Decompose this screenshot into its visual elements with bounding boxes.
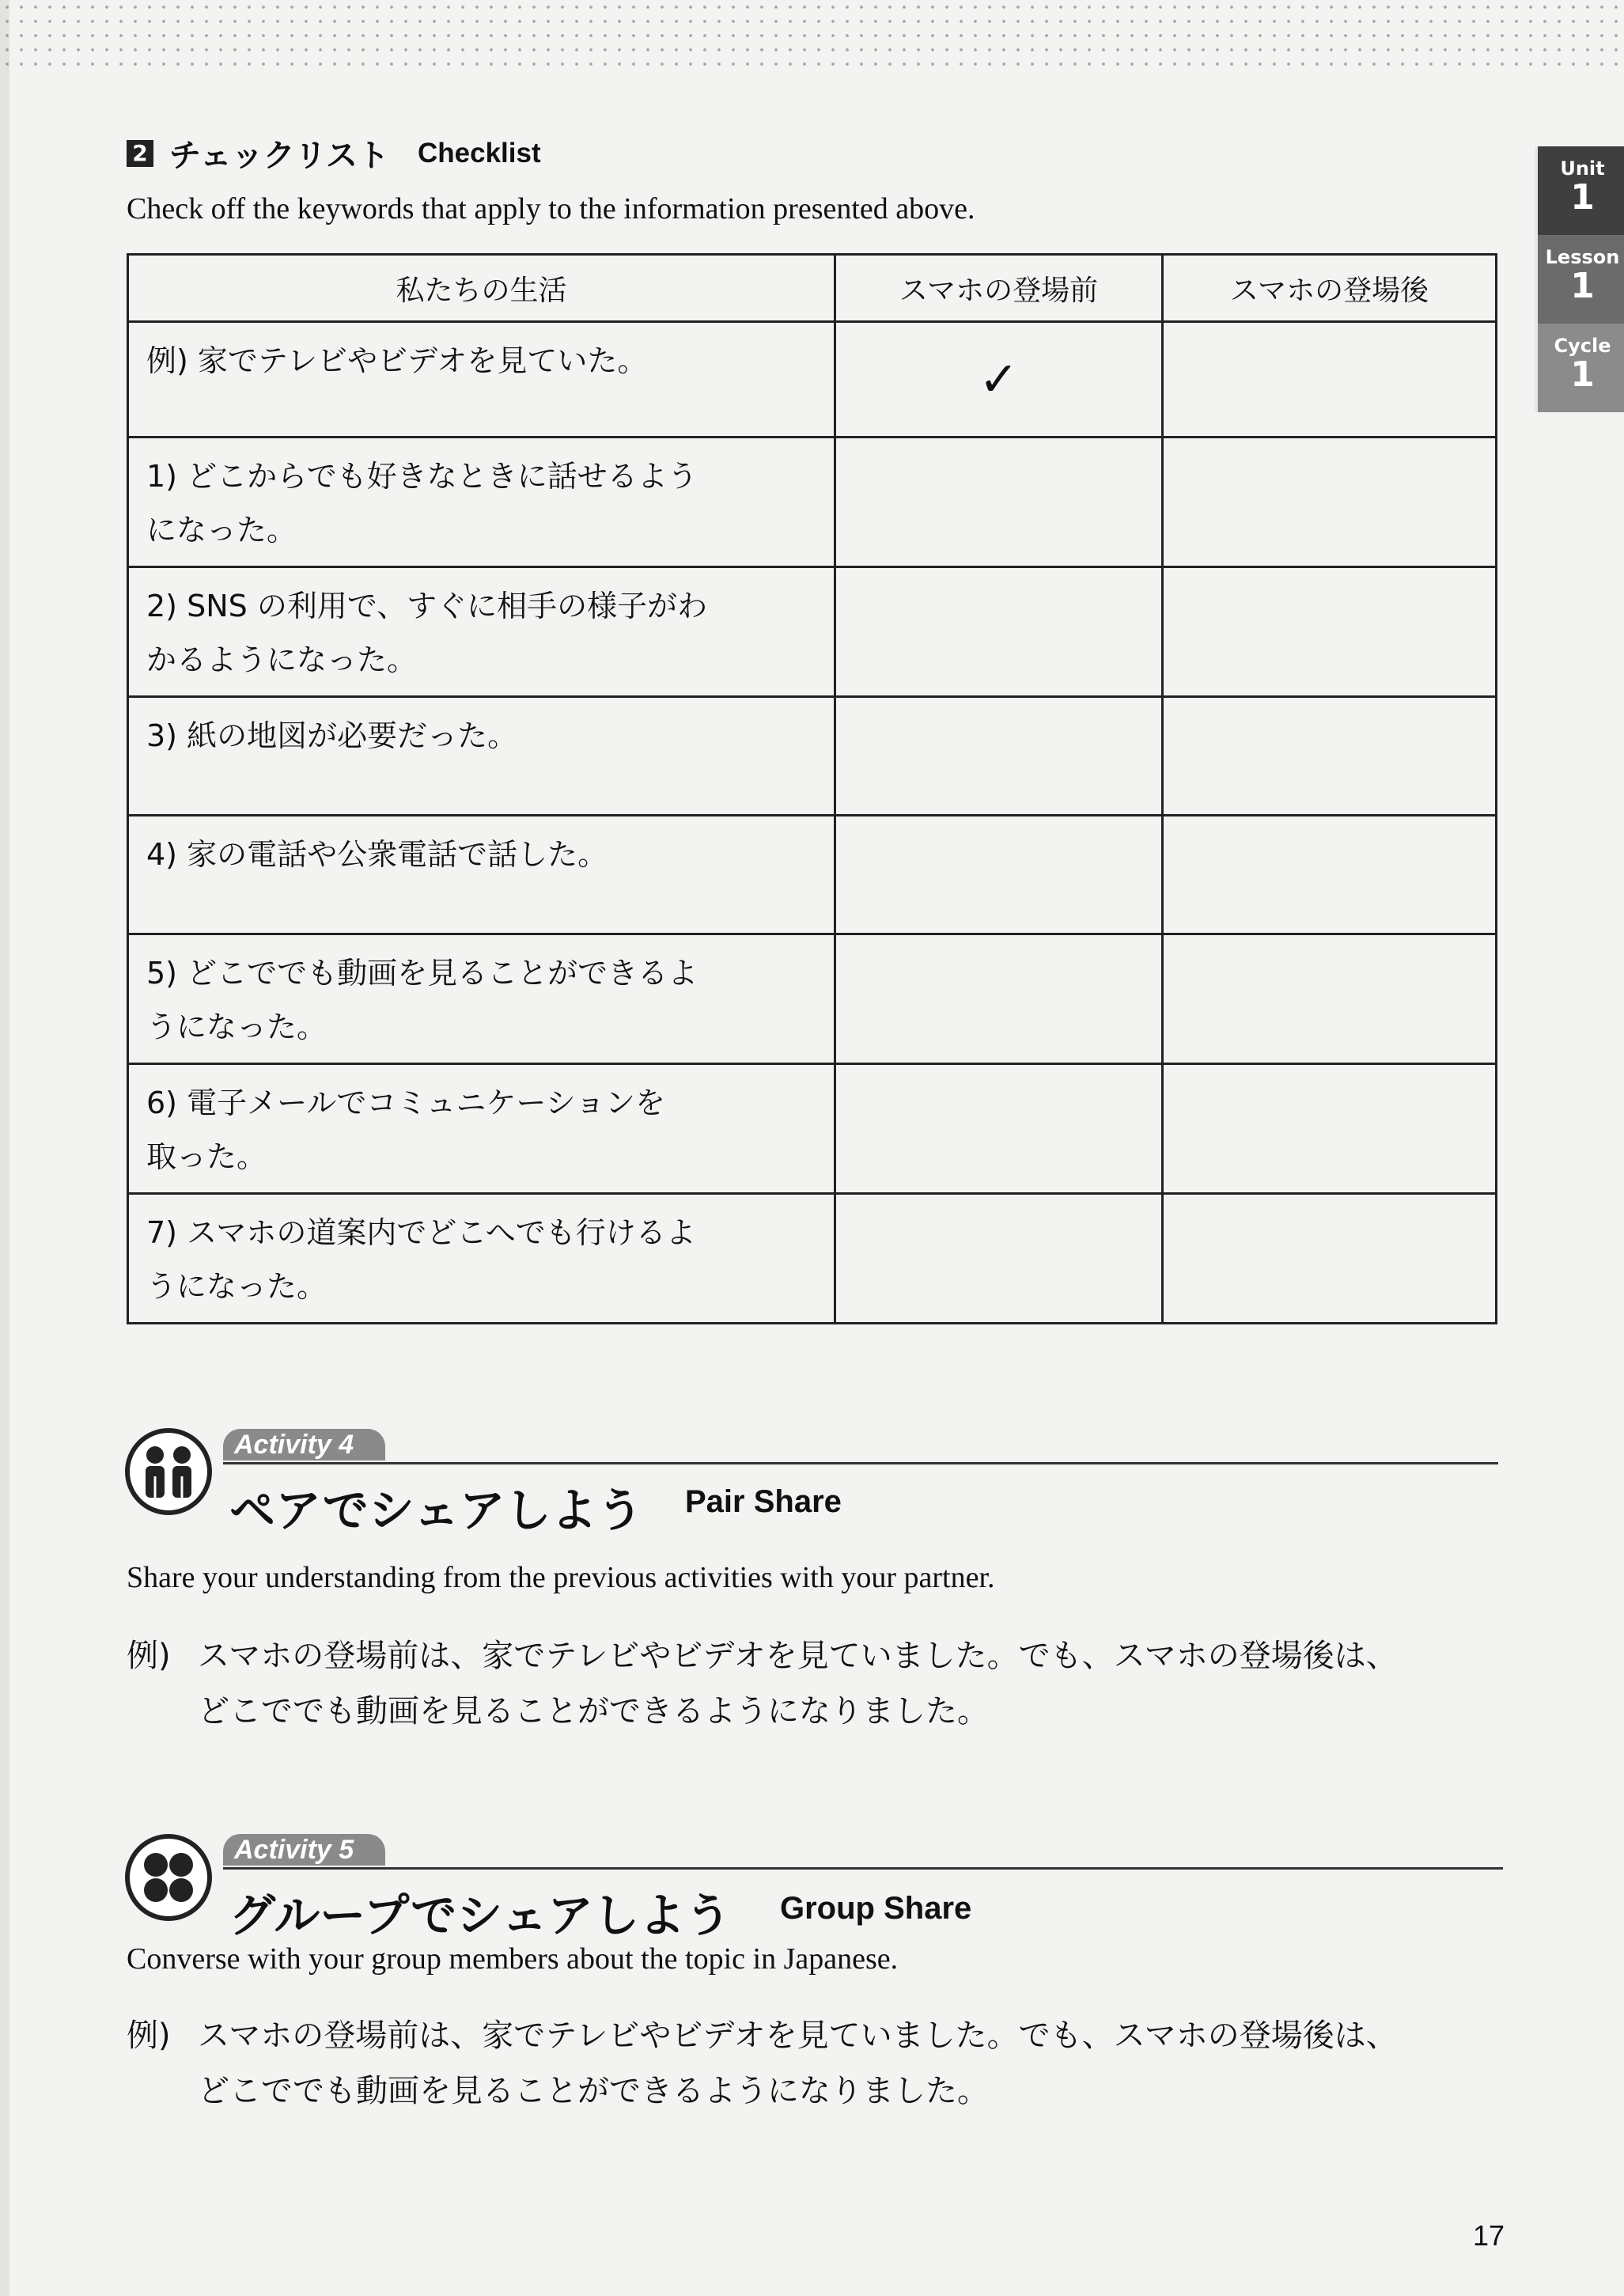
page-edge (0, 0, 9, 2296)
checklist-table (127, 253, 1497, 1324)
item-line: 4) 家の電話や公衆電話で話した。 (146, 837, 608, 872)
item-cell (128, 322, 835, 438)
activity-5-title-en: Group Share (780, 1891, 972, 1926)
table-row (128, 322, 1497, 438)
section-title-jp: チェックリスト (169, 138, 389, 174)
example-line-2: どこででも動画を見ることができるようになりました。 (198, 2073, 989, 2109)
table-row (128, 816, 1497, 934)
checkbox-after[interactable] (1163, 1064, 1497, 1194)
table-row (128, 697, 1497, 816)
table-header-row (128, 255, 1497, 322)
item-line: 3) 紙の地図が必要だった。 (146, 718, 518, 753)
cycle-tab[interactable] (1535, 324, 1624, 412)
activity-4-title-en: Pair Share (685, 1484, 842, 1519)
item-line: 7) スマホの道案内でどこへでも行けるよ (146, 1215, 696, 1250)
table-row (128, 1194, 1497, 1324)
example-line-2: どこででも動画を見ることができるようになりました。 (198, 1693, 989, 1730)
cycle-tab-label: Cycle (1554, 335, 1611, 357)
table-row (128, 567, 1497, 697)
item-line: になった。 (146, 513, 297, 547)
dotted-header-pattern (0, 0, 1624, 73)
checkbox-before[interactable]: ✓ (835, 322, 1163, 438)
lesson-tab-number: 1 (1570, 266, 1595, 306)
item-line: うになった。 (146, 1010, 327, 1044)
column-header-before: スマホの登場前 (835, 255, 1163, 322)
section-number: 2 (127, 140, 153, 167)
table-row (128, 438, 1497, 567)
activity-5-badge: Activity 5 (223, 1834, 385, 1866)
lesson-tab-label: Lesson (1545, 246, 1620, 268)
activity-4-rule (223, 1462, 1498, 1464)
group-icon (125, 1834, 212, 1921)
item-line: 例) 家でテレビやビデオを見ていた。 (146, 343, 648, 378)
section-title-en: Checklist (418, 137, 541, 169)
activity-4-instruction: Share your understanding from the previous activities with your partner. (127, 1561, 995, 1594)
checkbox-after[interactable] (1163, 1194, 1497, 1324)
checkbox-after[interactable] (1163, 934, 1497, 1064)
table-row (128, 1064, 1497, 1194)
item-line: うになった。 (146, 1269, 327, 1304)
activity-5-rule (223, 1867, 1503, 1870)
checklist-instruction: Check off the keywords that apply to the information presented above. (127, 192, 975, 225)
checkbox-after[interactable] (1163, 438, 1497, 567)
example-line-1: スマホの登場前は、家でテレビやビデオを見ていました。でも、スマホの登場後は、 (198, 1638, 1398, 1674)
activity-5-title-jp: グループでシェアしよう (229, 1889, 731, 1942)
item-cell (128, 816, 835, 934)
checkbox-before[interactable] (835, 567, 1163, 697)
checkbox-after[interactable] (1163, 697, 1497, 816)
checklist-heading (127, 131, 541, 176)
example-line-1: スマホの登場前は、家でテレビやビデオを見ていました。でも、スマホの登場後は、 (198, 2018, 1398, 2054)
lesson-tab[interactable] (1535, 235, 1624, 324)
checkbox-before[interactable] (835, 934, 1163, 1064)
example-label: 例) (127, 1638, 171, 1674)
item-cell (128, 438, 835, 567)
column-header-our-life: 私たちの生活 (128, 255, 835, 322)
item-cell (128, 1064, 835, 1194)
example-label: 例) (127, 2018, 171, 2054)
item-line: 取った。 (146, 1139, 267, 1174)
unit-tab-number: 1 (1570, 177, 1595, 218)
item-line: 5) どこででも動画を見ることができるよ (146, 956, 698, 991)
checkbox-before[interactable] (835, 1064, 1163, 1194)
item-cell (128, 1194, 835, 1324)
activity-5-example (127, 2008, 1398, 2119)
item-cell (128, 934, 835, 1064)
checkbox-after[interactable] (1163, 567, 1497, 697)
unit-tab-label: Unit (1560, 157, 1605, 180)
activity-4-example (127, 1628, 1398, 1739)
item-cell (128, 697, 835, 816)
checkbox-before[interactable] (835, 697, 1163, 816)
checkbox-before[interactable] (835, 816, 1163, 934)
cycle-tab-number: 1 (1570, 354, 1595, 395)
item-line: 2) SNS の利用で、すぐに相手の様子がわ (146, 589, 708, 623)
table-row (128, 934, 1497, 1064)
column-header-after: スマホの登場後 (1163, 255, 1497, 322)
unit-tab[interactable] (1535, 146, 1624, 235)
item-cell (128, 567, 835, 697)
item-line: 6) 電子メールでコミュニケーションを (146, 1085, 666, 1120)
item-line: かるようになった。 (146, 642, 418, 677)
activity-5-instruction: Converse with your group members about the topic in Japanese. (127, 1942, 899, 1976)
page-number: 17 (1473, 2219, 1505, 2252)
checkbox-after[interactable] (1163, 322, 1497, 438)
pair-icon (125, 1428, 212, 1515)
activity-4-title-jp: ペアでシェアしよう (229, 1483, 643, 1537)
activity-4-badge: Activity 4 (223, 1429, 385, 1461)
item-line: 1) どこからでも好きなときに話せるよう (146, 459, 698, 494)
checkbox-after[interactable] (1163, 816, 1497, 934)
checkbox-before[interactable] (835, 438, 1163, 567)
checkbox-before[interactable] (835, 1194, 1163, 1324)
